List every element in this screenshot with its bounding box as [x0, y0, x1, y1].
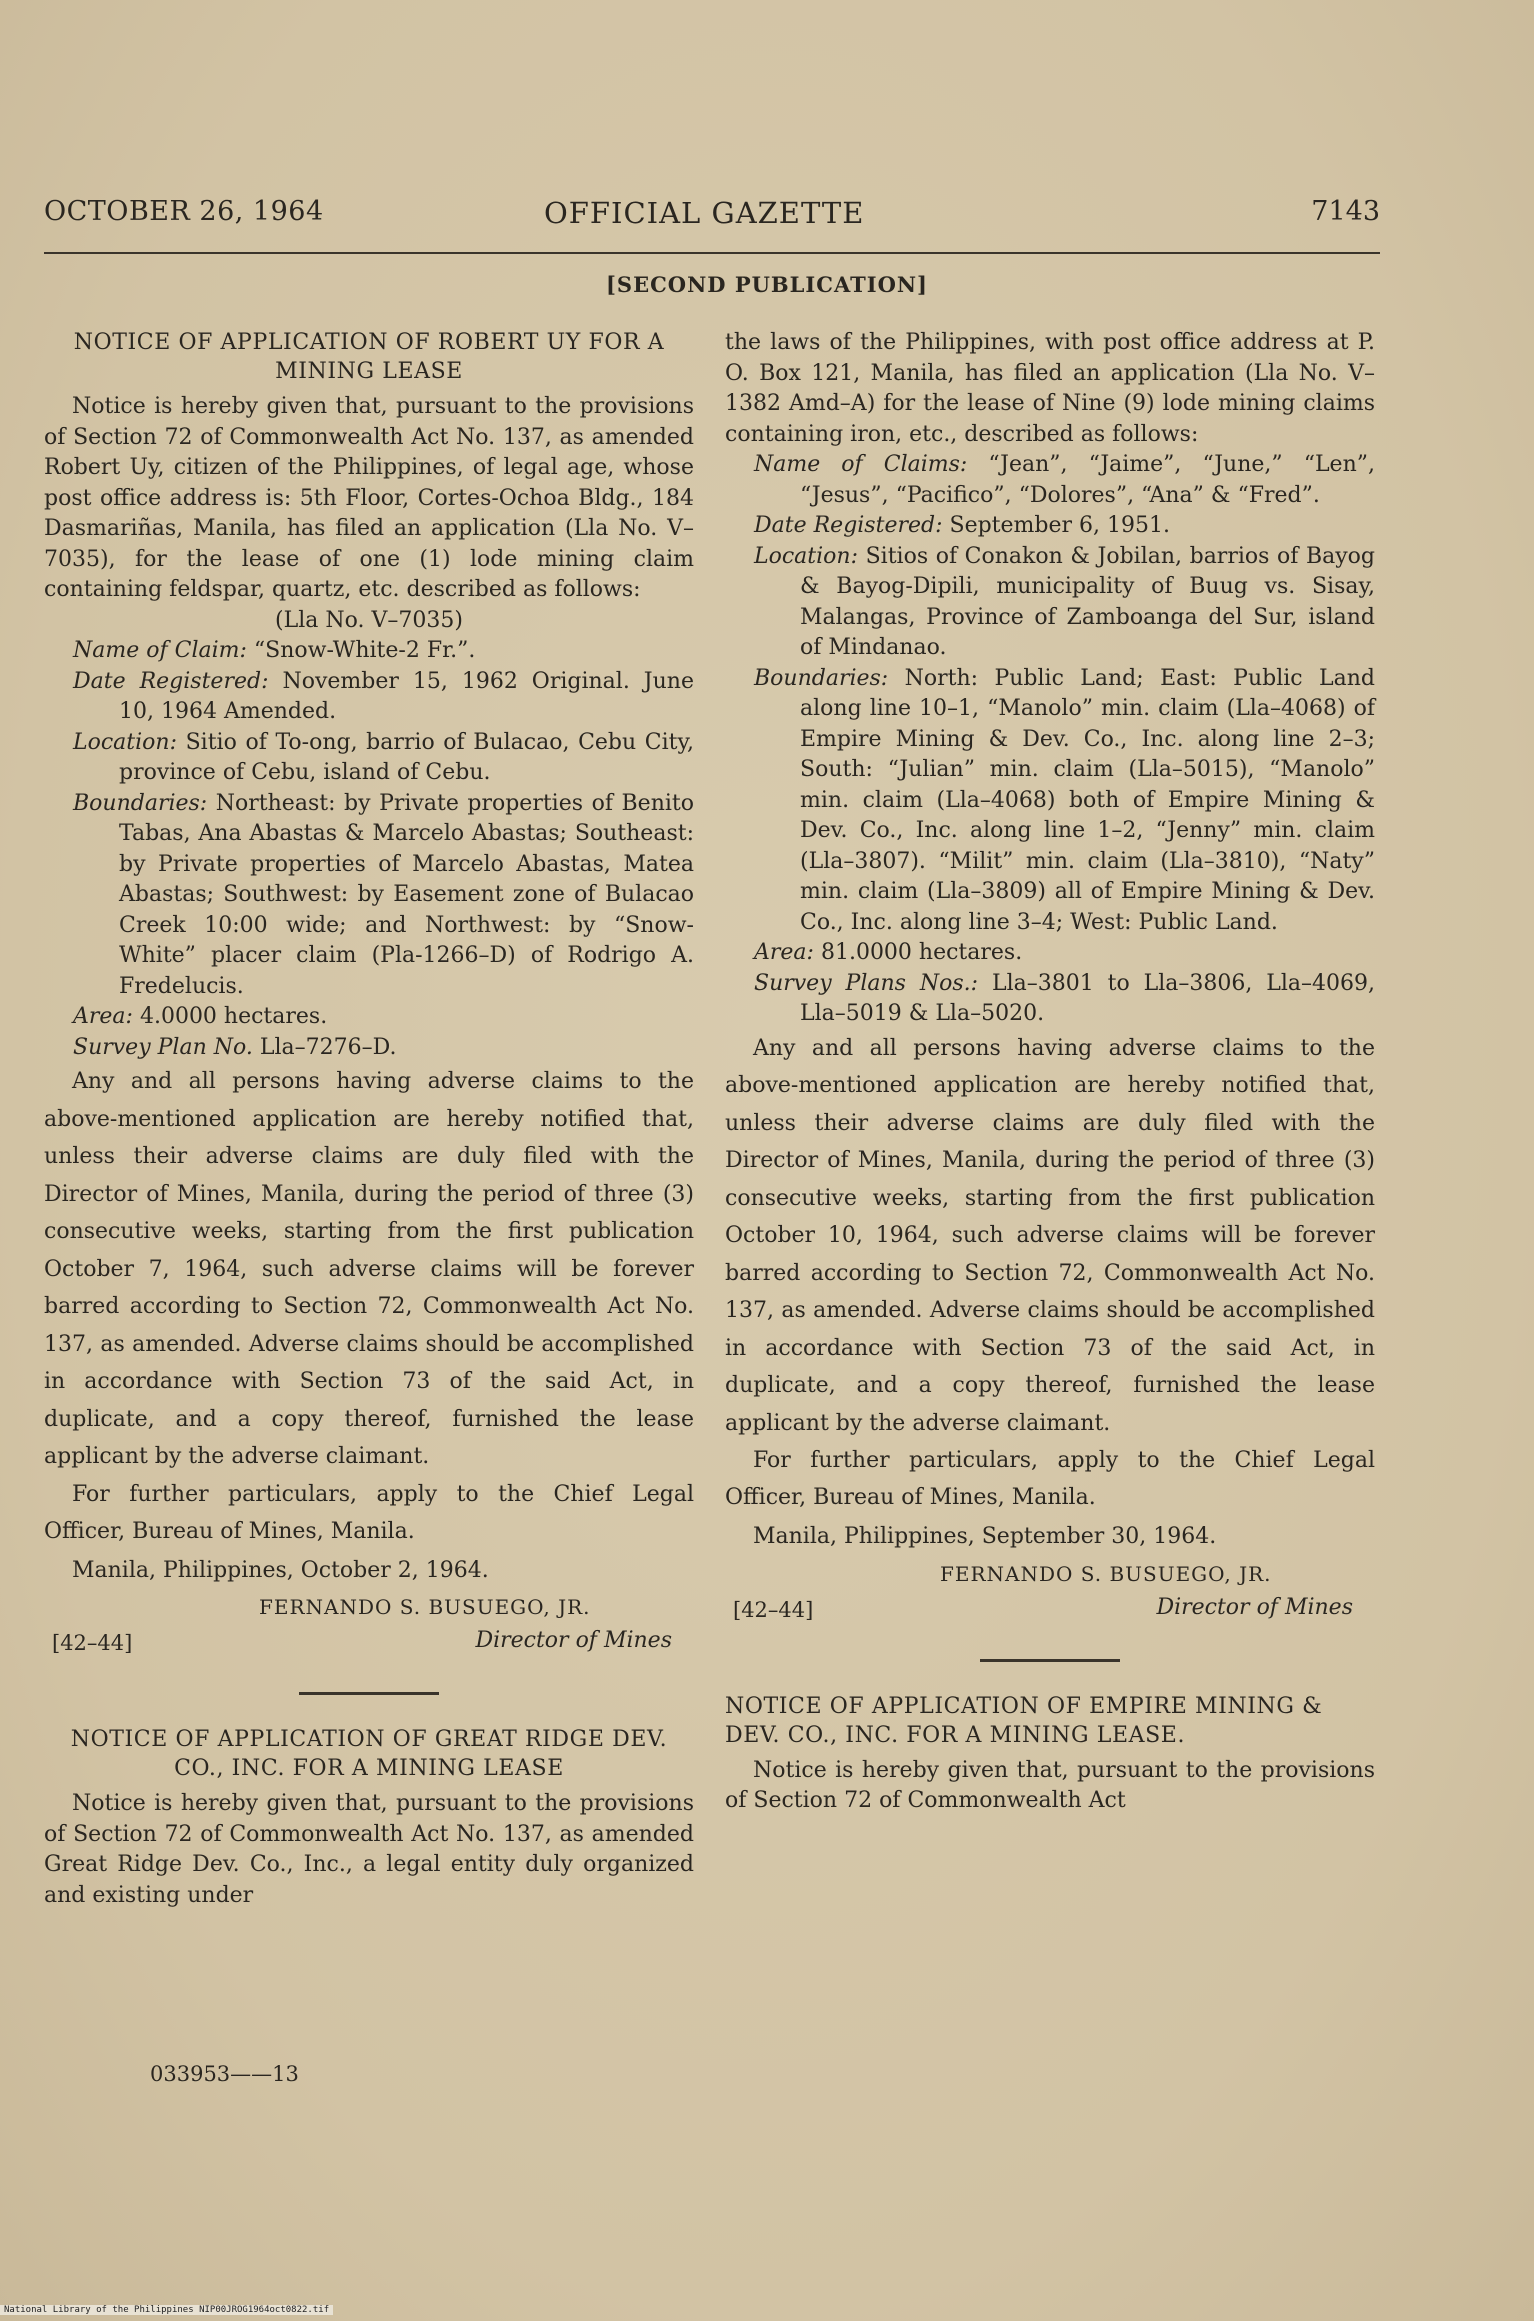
boundaries-label: Boundaries: [73, 790, 208, 816]
publication-title: OFFICIAL GAZETTE [544, 196, 865, 230]
notice2-title: NOTICE OF APPLICATION OF GREAT RIDGE DEV. CO., INC. FOR A MINING LEASE [70, 1727, 668, 1781]
date-label: Date Registered: [754, 513, 943, 538]
library-caption: National Library of the Philippines NIP00JROG1964oct0822.tif [0, 2305, 333, 2315]
signer-title: Director of Mines [1156, 1594, 1353, 1620]
notice3-title: NOTICE OF APPLICATION OF EMPIRE MINING & DEV. CO., INC. FOR A MINING LEASE. [725, 1693, 1323, 1748]
boundaries-label: Boundaries: [754, 665, 889, 691]
notice2-claims [725, 450, 1375, 511]
signer-name: FERNANDO S. BUSUEGO, JR. [259, 1595, 591, 1619]
notice1-title: NOTICE OF APPLICATION OF ROBERT UY FOR A MINING LEASE [73, 330, 665, 384]
notice2-signature [725, 1559, 1375, 1625]
date-value: September 6, 1951. [949, 513, 1170, 538]
issue-code: [42–44] [733, 1597, 814, 1622]
location-label: Location: [73, 729, 177, 755]
notice2-adverse: Any and all persons having adverse claims to the above-mentioned application are hereby notified that, unless their adverse claims are duly filed with the Director of Mines, Manila, during the period of three (3) consecutive weeks, starting from the first publication October 10, 1964, such adverse claims will be forever barred according to Section 72, Commonwealth Act No. 137, as amended. Adverse claims should be accomplished in accordance with Section 73 of the said Act, in duplicate, and a copy thereof, furnished the lease applicant by the adverse claimant. [725, 1035, 1375, 1436]
area-label: Area: [754, 940, 814, 965]
location-value: Sitio of To-ong, barrio of Bulacao, Cebu City, province of Cebu, island of Cebu. [119, 729, 694, 785]
separator [980, 1659, 1120, 1662]
boundaries-value: Northeast: by Private properties of Benito Tabas, Ana Abastas & Marcelo Abastas; Southeast: by Private properties of Marcelo Abastas, Matea Abastas; Southwest: by Easement zone of Bulacao Creek 10:00 wide; and Northwest: by “Snow-White” placer claim (Pla-1266–D) of Rodrigo A. Fredelucis. [119, 790, 694, 999]
notice1-signature [44, 1592, 694, 1658]
boundaries-value: North: Public Land; East: Public Land along line 10–1, “Manolo” min. claim (Lla–4068) of Empire Mining & Dev. Co., Inc. along line 2–3; South: “Julian” min. claim (Lla–5015), “Manolo” min. claim (Lla–4068) both of Empire Mining & Dev. Co., Inc. along line 1–2, “Jenny” min. claim (Lla–3807). “Milit” min. claim (Lla–3810), “Naty” min. claim (Lla–3809) all of Empire Mining & Dev. Co., Inc. along line 3–4; West: Public Land. [800, 665, 1375, 935]
claim-value: “Snow-White-2 Fr.”. [253, 638, 476, 663]
notice2-area [725, 938, 1375, 969]
publication-tag: [SECOND PUBLICATION] [605, 272, 928, 297]
notice1-adverse: Any and all persons having adverse claims to the above-mentioned application are hereby notified that, unless their adverse claims are duly filed with the Director of Mines, Manila, during the period of three (3) consecutive weeks, starting from the first publication October 7, 1964, such adverse claims will be forever barred according to Section 72, Commonwealth Act No. 137, as amended. Adverse claims should be accomplished in accordance with Section 73 of the said Act, in duplicate, and a copy thereof, furnished the lease applicant by the adverse claimant. [44, 1069, 694, 1469]
page-header [44, 196, 1380, 236]
claims-label: Name of Claims: [754, 452, 968, 477]
signer-name: FERNANDO S. BUSUEGO, JR. [940, 1561, 1272, 1586]
claims-value: “Jean”, “Jaime”, “June,” “Len”, “Jesus”, “Pacifico”, “Dolores”, “Ana” & “Fred”. [800, 452, 1375, 508]
notice1-lla: (Lla No. V–7035) [275, 607, 463, 633]
area-value: 4.0000 hectares. [139, 1004, 328, 1029]
claim-label: Name of Claim: [73, 638, 247, 663]
survey-value: Lla–7276–D. [259, 1034, 397, 1060]
issue-code: [42–44] [52, 1631, 133, 1655]
notice2-survey [725, 969, 1375, 1030]
notice1-further: For further particulars, apply to the Chief Legal Officer, Bureau of Mines, Manila. [44, 1481, 694, 1544]
header-date: OCTOBER 26, 1964 [44, 196, 324, 227]
notice1-boundaries [44, 789, 694, 1003]
area-label: Area: [73, 1004, 133, 1029]
header-rule [44, 252, 1380, 254]
left-column [44, 328, 694, 1911]
notice1-claim [44, 636, 694, 667]
notice2-location [725, 542, 1375, 664]
page-number: 7143 [1311, 196, 1380, 227]
notice1-dateline: Manila, Philippines, October 2, 1964. [72, 1557, 489, 1583]
notice2-boundaries [725, 664, 1375, 939]
date-label: Date Registered: [73, 668, 269, 694]
notice2-further: For further particulars, apply to the Chief Legal Officer, Bureau of Mines, Manila. [725, 1448, 1375, 1510]
area-value: 81.0000 hectares. [820, 940, 1023, 965]
date-value: November 15, 1962 Original. June 10, 1964 Amended. [119, 668, 694, 724]
location-value: Sitios of Conakon & Jobilan, barrios of Bayog & Bayog-Dipili, municipality of Buug vs. Sisay, Malangas, Province of Zamboanga del Sur, island of Mindanao. [800, 543, 1376, 660]
location-label: Location: [754, 543, 858, 569]
notice1-survey [44, 1033, 694, 1064]
notice1-intro: Notice is hereby given that, pursuant to the provisions of Section 72 of Commonwealth Act No. 137, as amended Robert Uy, citizen of the Philippines, of legal age, whose post office address is: 5th Floor, Cortes-Ochoa Bldg., 184 Dasmariñas, Manila, has filed an application (Lla No. V–7035), for the lease of one (1) lode mining claim containing feldspar, quartz, etc. described as follows: [44, 394, 694, 602]
print-code: 033953——13 [150, 2062, 299, 2086]
survey-label: Survey Plan No. [73, 1034, 253, 1060]
survey-label: Survey Plans Nos.: [754, 970, 979, 996]
survey-value: Lla–3801 to Lla–3806, Lla–4069, Lla–5019 & Lla–5020. [800, 970, 1375, 1026]
notice2-dateline: Manila, Philippines, September 30, 1964. [753, 1524, 1217, 1549]
notice1-date [44, 667, 694, 728]
signer-title: Director of Mines [475, 1628, 672, 1653]
notice1-area [44, 1002, 694, 1033]
notice2-intro-right: the laws of the Philippines, with post office address at P. O. Box 121, Manila, has filed an application (Lla No. V–1382 Amd–A) for the lease of Nine (9) lode mining claims containing iron, etc., described as follows: [725, 330, 1375, 447]
separator [299, 1692, 439, 1695]
notice2-date [725, 511, 1375, 542]
notice1-location [44, 728, 694, 789]
notice2-intro-left: Notice is hereby given that, pursuant to the provisions of Section 72 of Commonwealth Act No. 137, as amended Great Ridge Dev. Co., Inc., a legal entity duly organized and existing under [44, 1791, 694, 1908]
right-column [725, 328, 1375, 1817]
notice3-intro: Notice is hereby given that, pursuant to the provisions of Section 72 of Commonwealth Act [725, 1757, 1375, 1813]
